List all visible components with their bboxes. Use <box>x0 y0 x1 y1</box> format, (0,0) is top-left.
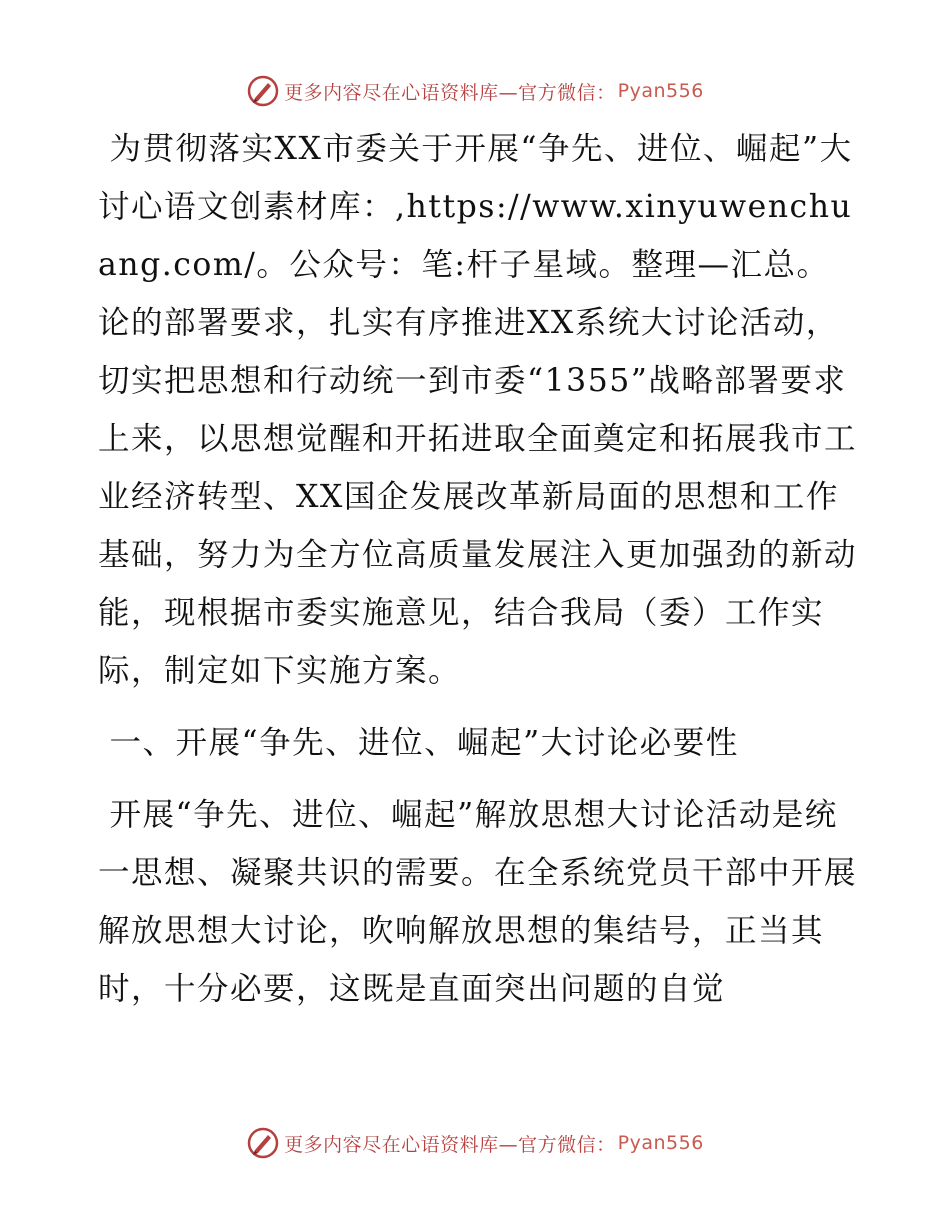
paragraph-body: 开展“争先、进位、崛起”解放思想大讨论活动是统一思想、凝聚共识的需要。在全系统党员干部中开展解放思想大讨论，吹响解放思想的集结号，正当其时，十分必要，这既是直面突出问题的自觉 <box>98 797 858 1007</box>
watermark-text: 更多内容尽在心语资料库—官方微信： <box>284 1133 616 1156</box>
watermark-text: 更多内容尽在心语资料库—官方微信： <box>284 81 616 104</box>
paragraph-intro: 为贯彻落实XX市委关于开展“争先、进位、崛起”大讨心语文创素材库：,https://www.xinyuwenchuang.com/。公众号：笔:杆子星域。整理—汇总。论的部署要求，扎实有序推进XX系统大讨论活动，切实把思想和行动统一到市委“1355”战略部署要求上来，以思想觉醒和开拓进取全面奠定和拓展我市工业经济转型、XX国企发展改革新局面的思想和工作基础，努力为全方位高质量发展注入更加强劲的新动能，现根据市委实施意见，结合我局（委）工作实际，制定如下实施方案。 <box>98 131 858 689</box>
section-heading: 一、开展“争先、进位、崛起”大讨论必要性 <box>98 725 739 761</box>
footer-watermark <box>0 1126 950 1160</box>
header-watermark <box>0 74 950 108</box>
pen-logo-icon <box>246 74 280 108</box>
pen-logo-icon <box>246 1126 280 1160</box>
watermark-wechat-id: Pyan556 <box>617 1132 704 1154</box>
watermark-wechat-id: Pyan556 <box>617 80 704 102</box>
document-body <box>98 120 858 1018</box>
